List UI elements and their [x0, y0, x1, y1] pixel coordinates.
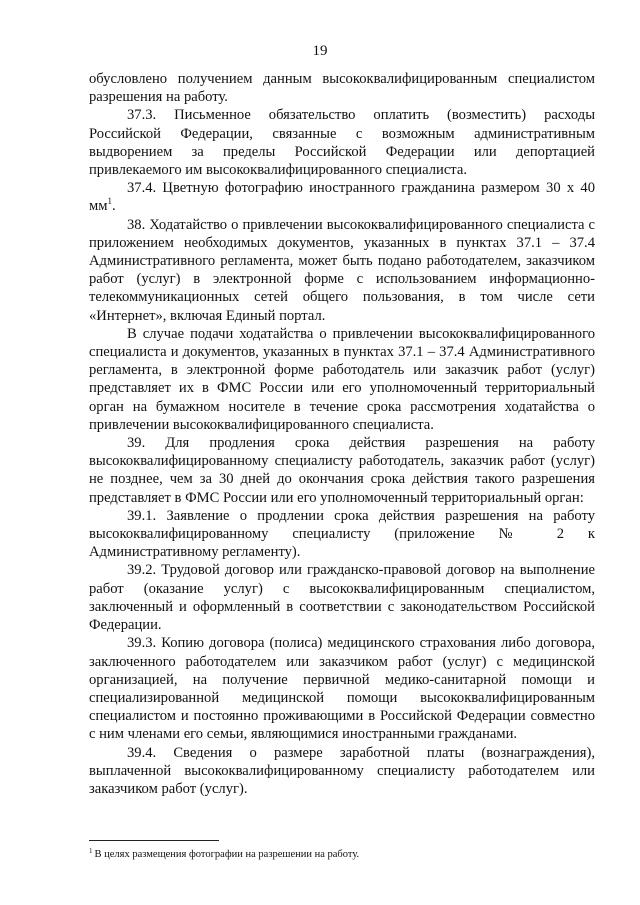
paragraph-text-end: .: [111, 198, 116, 215]
paragraph: 38. Ходатайство о привлечении высококвалифицированного специалиста с приложением необходимых документов, указанных в пунктах 37.1 – 37.4 Административного регламента, может быть подано работодателем, заказчиком работ (услуг) в электронной форме с использованием информационно-телекоммуникационных сетей общего пользования, в том числе сети «Интернет», включая Единый портал.: [89, 216, 595, 324]
footnote-divider: [89, 840, 219, 841]
footnote-reference[interactable]: 1: [107, 196, 112, 207]
paragraph: обусловлено получением данным высококвалифицированным специалистом разрешения на работу.: [89, 71, 595, 106]
paragraph-text: 37.4. Цветную фотографию иностранного гражданина размером 30 х 40 мм: [89, 180, 595, 215]
paragraph: 37.3. Письменное обязательство оплатить (возместить) расходы Российской Федерации, связанные с возможным административным выдворением за пределы Российской Федерации или депортацией привлекаемого им высококвалифицированного специалиста.: [89, 107, 595, 179]
paragraph: [89, 179, 595, 215]
paragraph: 39.1. Заявление о продлении срока действия разрешения на работу высококвалифицированному специалисту (приложение № 2 к Административному регламенту).: [89, 507, 595, 561]
document-body: [89, 70, 595, 798]
paragraph: 39.3. Копию договора (полиса) медицинского страхования либо договора, заключенного работодателем или заказчиком работ (услуг) с медицинской организацией, на получение первичной медико-санитарной помощи и специализированной медицинской помощи высококвалифицированным специалистом и постоянно проживающими в Российской Федерации совместно с ним членами его семьи, являющимися иностранными гражданами.: [89, 635, 595, 743]
footnote-mark: 1: [89, 846, 93, 855]
footnote-text: В целях размещения фотографии на разрешении на работу.: [94, 849, 360, 860]
paragraph: 39.4. Сведения о размере заработной платы (вознаграждения), выплаченной высококвалифицированному специалисту работодателем или заказчиком работ (услуг).: [89, 744, 595, 797]
footnote: [89, 848, 595, 861]
paragraph: 39. Для продления срока действия разрешения на работу высококвалифицированному специалисту работодатель, заказчик работ (услуг) не позднее, чем за 30 дней до окончания срока действия такого разрешения представляет в ФМС России или его уполномоченный территориальный орган:: [89, 435, 595, 506]
paragraph: В случае подачи ходатайства о привлечении высококвалифицированного специалиста и документов, указанных в пунктах 37.1 – 37.4 Административного регламента, в электронной форме работодатель или заказчик работ (услуг) представляет их в ФМС России или его уполномоченный территориальный орган на бумажном носителе в течение срока рассмотрения ходатайства о привлечении высококвалифицированного специалиста.: [89, 325, 595, 433]
paragraph: 39.2. Трудовой договор или гражданско-правовой договор на выполнение работ (оказание услуг) с высококвалифицированным специалистом, заключенный и оформленный в соответствии с законодательством Российской Федерации.: [89, 562, 595, 634]
page-number: 19: [312, 43, 328, 59]
